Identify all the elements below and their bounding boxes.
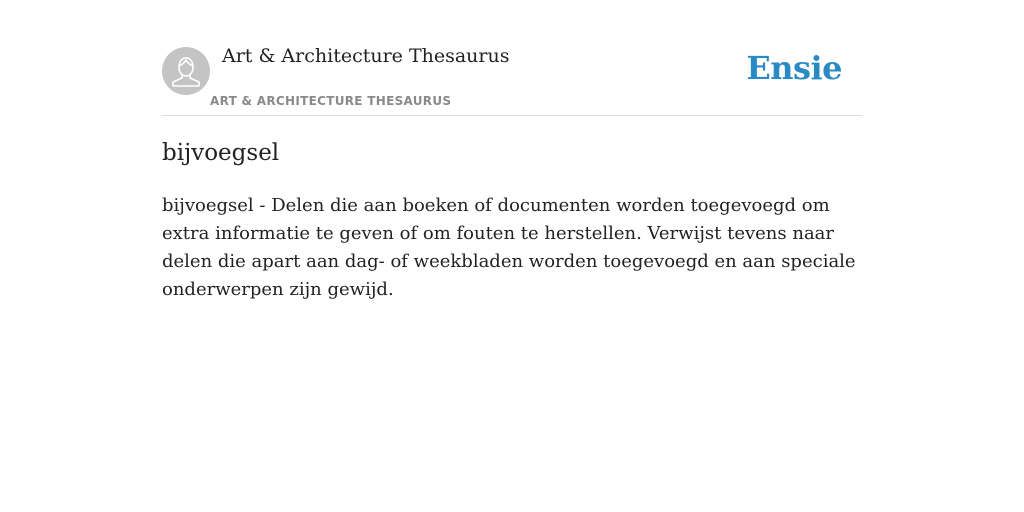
term-definition: bijvoegsel - Delen die aan boeken of documenten worden toegevoegd om extra informatie te geven of om fouten te herstellen. Verwijst tevens naar delen die apart aan dag- of weekbladen worden toegevoegd en aan speciale onderwerpen zijn gewijd. [162, 195, 856, 300]
source-label[interactable]: ART & ARCHITECTURE THESAURUS [210, 94, 452, 108]
author-avatar[interactable] [162, 47, 210, 95]
author-name[interactable]: Art & Architecture Thesaurus [222, 45, 510, 67]
term-title: bijvoegsel [162, 140, 280, 166]
user-icon [162, 47, 210, 95]
page-container [162, 0, 862, 300]
brand-logo[interactable]: Ensie [746, 49, 842, 87]
entry-header [162, 0, 862, 116]
